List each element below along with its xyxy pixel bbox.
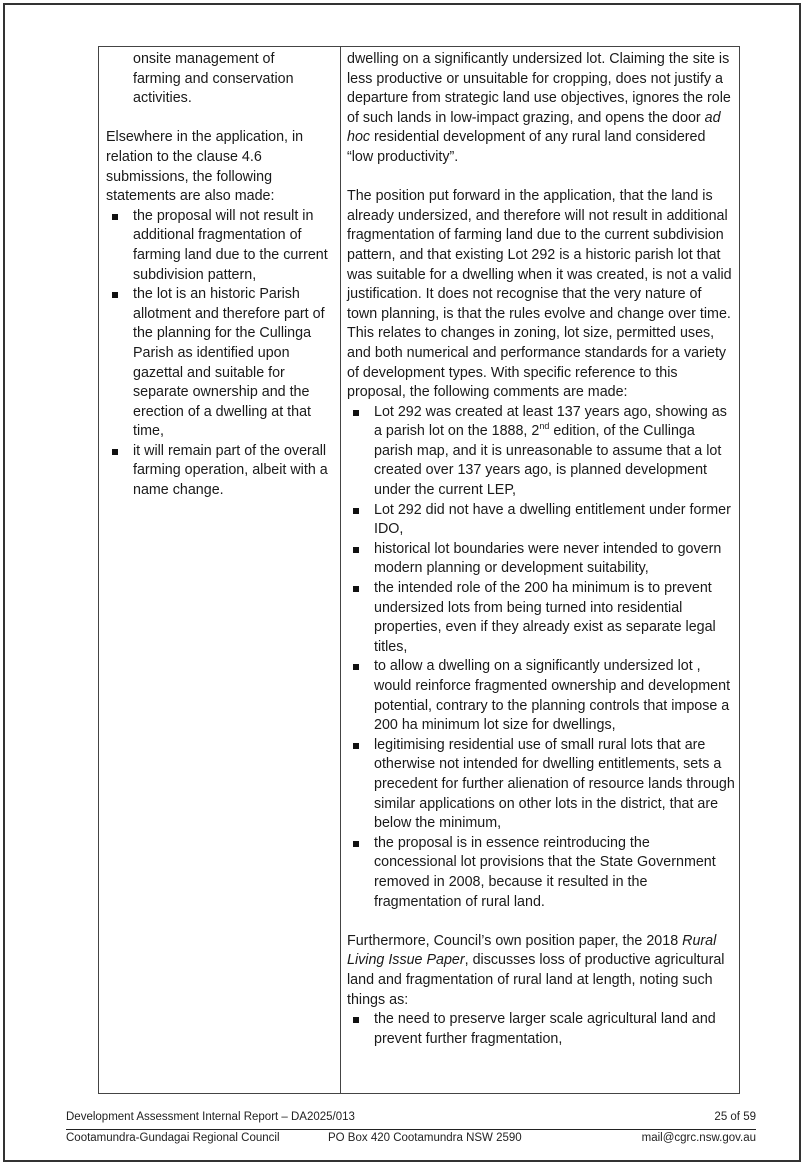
submission-paragraph: Elsewhere in the application, in relation to the clause 4.6 submissions, the following statements are also made: (106, 129, 304, 205)
list-item: Lot 292 did not have a dwelling entitlement under former IDO, (347, 501, 735, 540)
footer-report-line (66, 1111, 756, 1130)
submission-bullet-list (106, 207, 334, 501)
intro-line: farming and conservation (133, 70, 294, 87)
assessment-table (98, 46, 740, 1094)
assessment-paragraph: The position put forward in the application, that the land is already undersized, and therefore will not result in additional fragmentation of farming land due to the current subdivision pattern, and that existing Lot 292 is a historic parish lot that was suitable for a dwelling when it was created, is not a valid justification. It does not recognise that the very nature of town planning, is that the rules evolve and change over time. This relates to changes in zoning, lot size, permitted uses, and both numerical and performance standards for a variety of development types. With specific reference to this proposal, the following comments are made: (347, 188, 732, 401)
postal-address: PO Box 420 Cootamundra NSW 2590 (328, 1132, 522, 1144)
list-item: the intended role of the 200 ha minimum is to prevent undersized lots from being turned into residential properties, even if they already exist as separate legal titles, (347, 579, 735, 657)
list-item: it will remain part of the overall farming operation, albeit with a name change. (106, 442, 334, 501)
page-number: 25 of 59 (714, 1111, 756, 1123)
list-item: the proposal will not result in additional fragmentation of farming land due to the current subdivision pattern, (106, 207, 334, 285)
email-address: mail@cgrc.nsw.gov.au (641, 1132, 756, 1144)
council-name: Cootamundra-Gundagai Regional Council (66, 1132, 280, 1144)
list-item: historical lot boundaries were never intended to govern modern planning or development suitability, (347, 540, 735, 579)
assessment-paragraph: dwelling on a significantly undersized lot. Claiming the site is less productive or unsuitable for cropping, does not justify a departure from strategic land use objectives, ignores the role of such lands in low-impact grazing, and opens the door ad hoc residential development of any rural land considered “low productivity”. (347, 51, 731, 165)
issue-paper-bullet-list (347, 1010, 735, 1049)
list-item: the need to preserve larger scale agricultural land and prevent further fragmentation, (347, 1010, 735, 1049)
report-title: Development Assessment Internal Report – DA2025/013 (66, 1111, 355, 1123)
submission-column (106, 50, 334, 501)
list-item: the proposal is in essence reintroducing the concessional lot provisions that the State Government removed in 2008, because it resulted in the fragmentation of rural land. (347, 834, 735, 912)
column-divider (340, 47, 341, 1093)
list-item: the lot is an historic Parish allotment and therefore part of the planning for the Cullinga Parish as identified upon gazettal and suitable for separate ownership and the erection of a dwelling at that time, (106, 285, 334, 442)
assessment-column (347, 50, 735, 1049)
list-item: Lot 292 was created at least 137 years ago, showing as a parish lot on the 1888, 2nd edition, of the Cullinga parish map, and it is unreasonable to assume that a lot created over 137 years ago, is planned development under the current LEP, (347, 403, 735, 501)
assessment-paragraph: Furthermore, Council’s own position paper, the 2018 Rural Living Issue Paper, discusses loss of productive agricultural land and fragmentation of rural land at length, noting such things as: (347, 932, 725, 1008)
list-item: legitimising residential use of small rural lots that are otherwise not intended for dwelling entitlements, sets a precedent for further alienation of resource lands through similar applications on other lots in the district, that are below the minimum, (347, 736, 735, 834)
intro-line: activities. (133, 90, 192, 107)
intro-line: onsite management of (133, 51, 275, 67)
list-item: to allow a dwelling on a significantly undersized lot , would reinforce fragmented ownership and development potential, contrary to the planning controls that impose a 200 ha minimum lot size for dwellings, (347, 657, 735, 735)
comments-bullet-list (347, 403, 735, 912)
